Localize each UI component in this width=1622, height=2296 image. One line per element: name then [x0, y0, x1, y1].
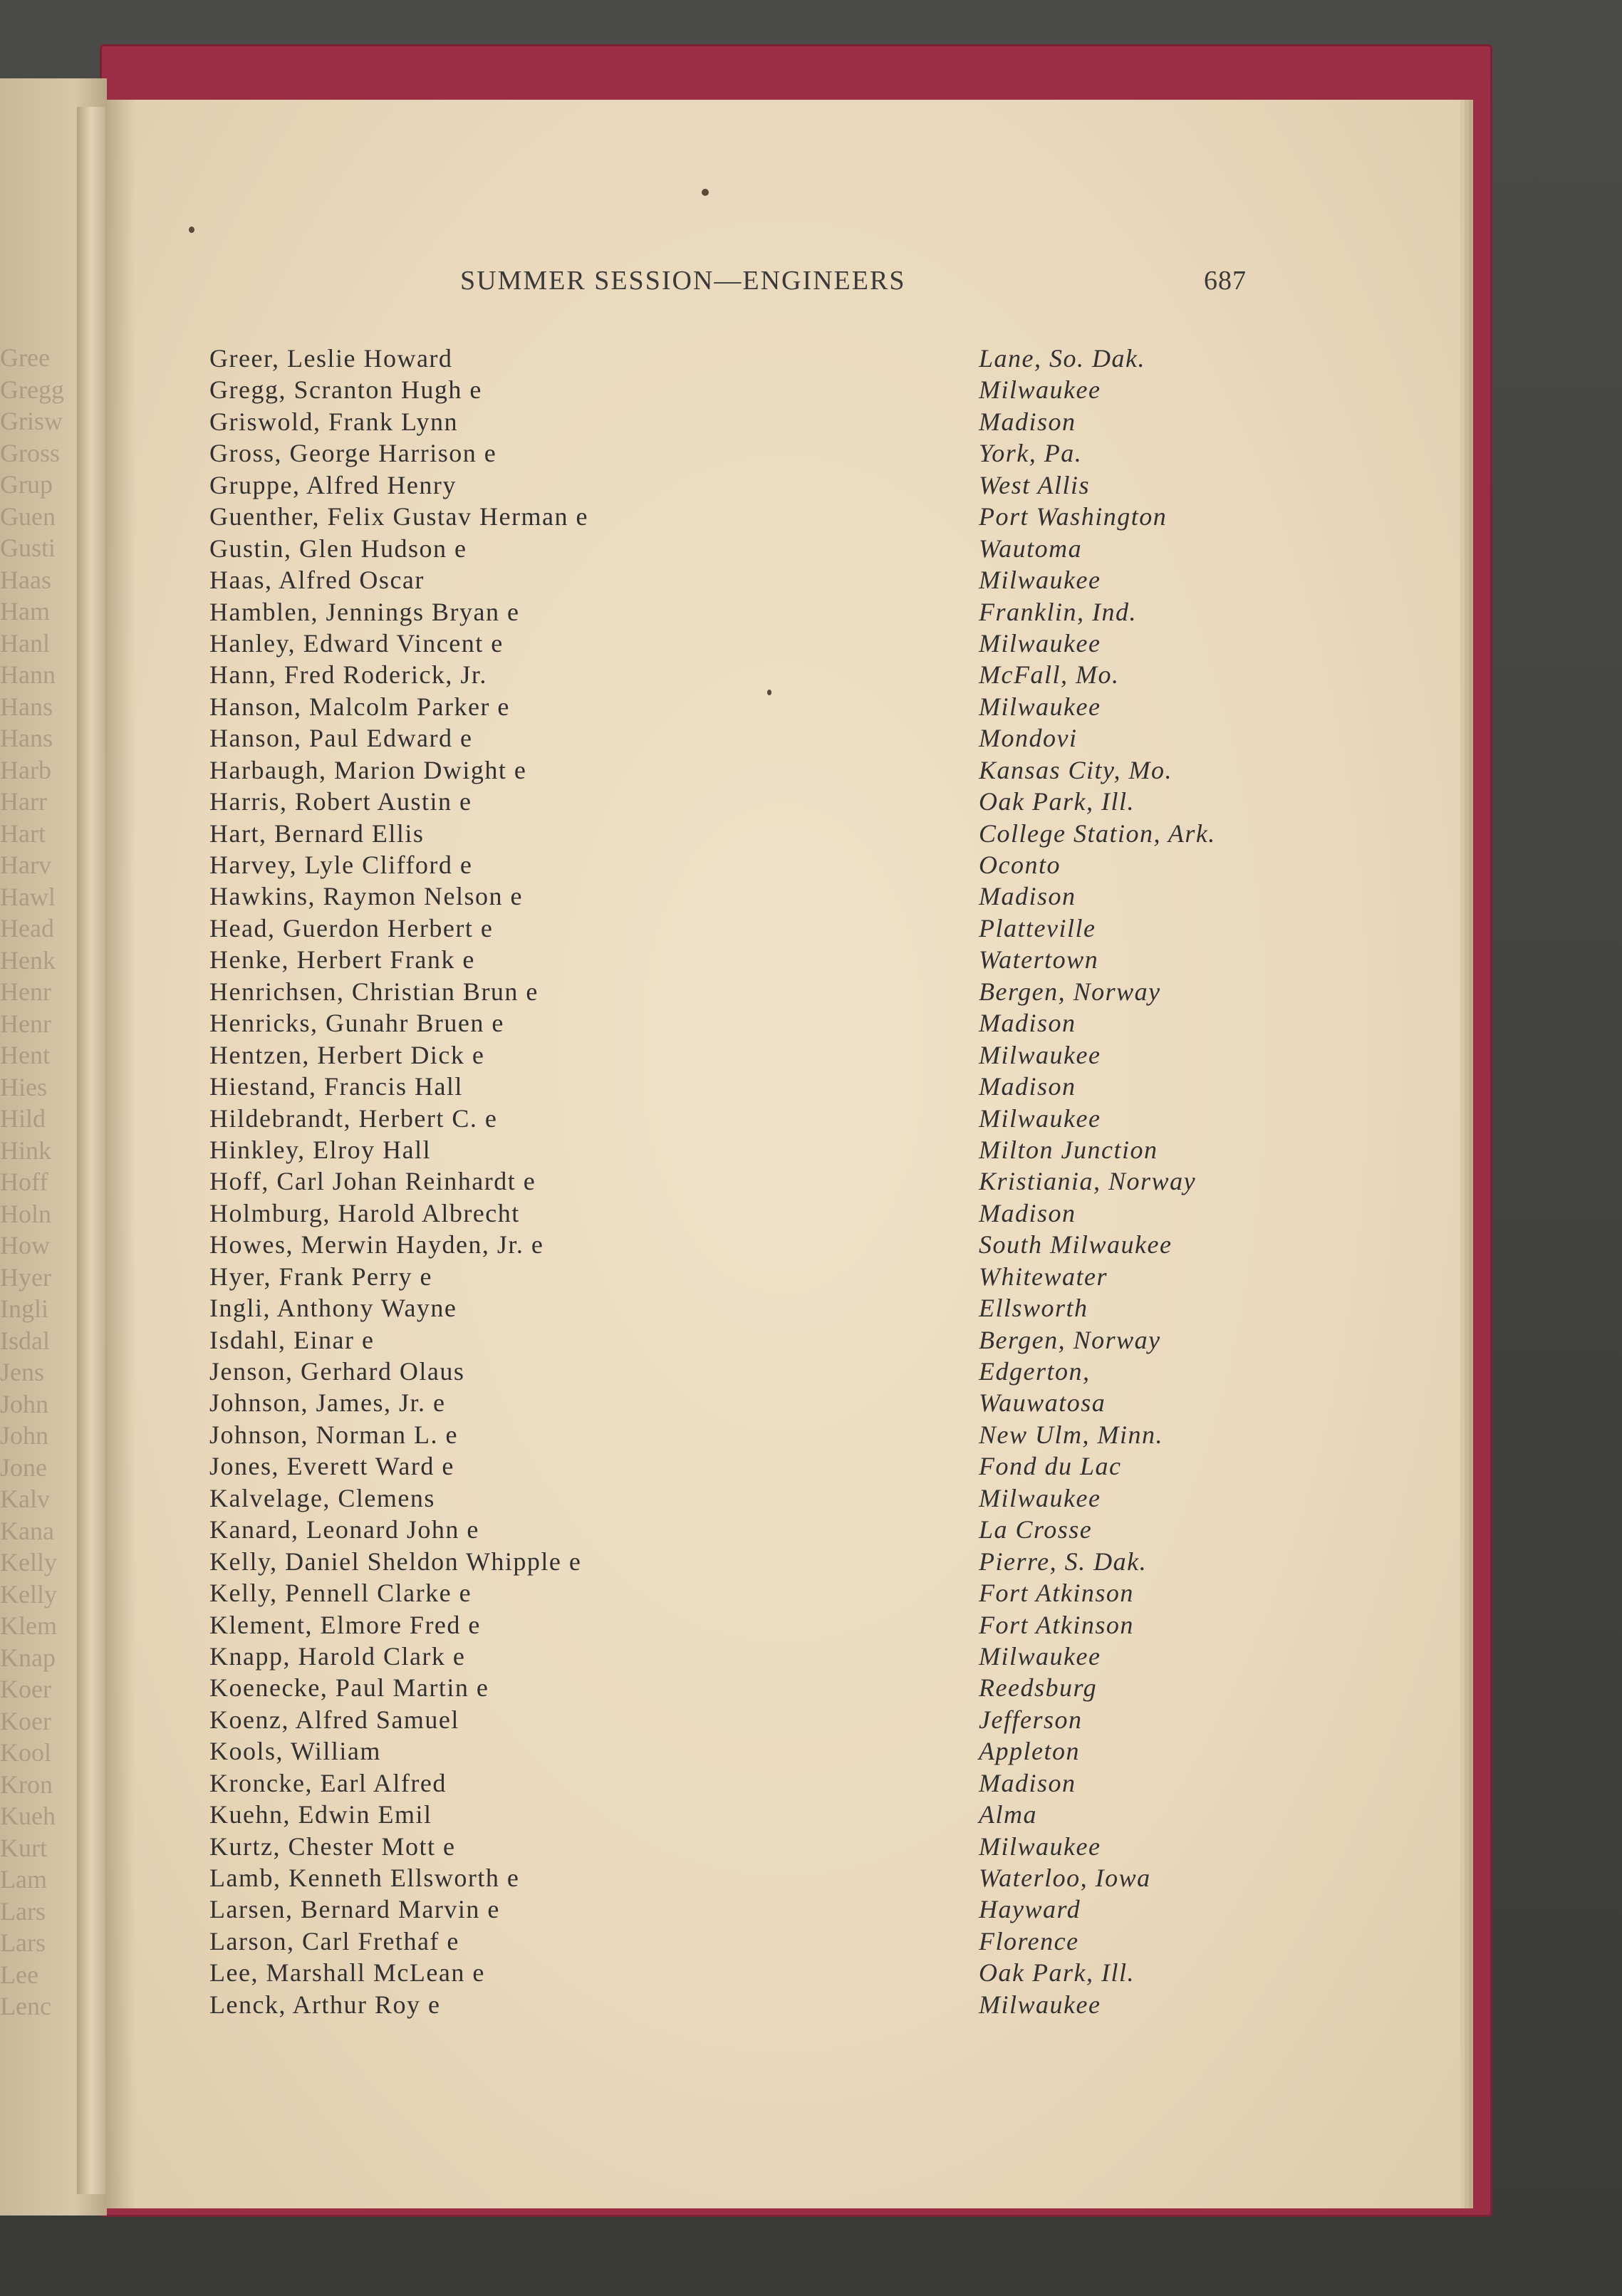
running-header [107, 265, 1460, 308]
student-hometown: Wauwatosa [979, 1388, 1106, 1418]
student-name: Hentzen, Herbert Dick e [209, 1040, 485, 1069]
student-name: Griswold, Frank Lynn [209, 407, 458, 436]
student-list [209, 343, 1278, 2021]
student-hometown: Lane, So. Dak. [979, 344, 1145, 373]
facing-page-fragment: Koer [0, 1706, 51, 1735]
book-page [107, 100, 1460, 2208]
student-hometown: Edgerton, [979, 1357, 1091, 1386]
list-item [209, 1071, 1278, 1103]
facing-page-bleed-text [0, 342, 71, 2022]
student-name: Howes, Merwin Hayden, Jr. e [209, 1230, 544, 1259]
facing-page-fragment: Kelly [0, 1548, 57, 1576]
student-name: Hildebrandt, Herbert C. e [209, 1103, 498, 1133]
list-item [209, 692, 1278, 723]
student-name: Hanson, Malcolm Parker e [209, 692, 510, 721]
facing-page-fragment: Knap [0, 1643, 56, 1672]
student-name: Gross, George Harrison e [209, 439, 497, 468]
facing-page-fragment: Hyer [0, 1262, 51, 1292]
facing-page-fragment: Harr [0, 787, 47, 816]
student-name: Harris, Robert Austin e [209, 787, 472, 816]
list-item [209, 1894, 1278, 1926]
list-item [209, 723, 1278, 754]
facing-page-fragment: Lenc [0, 1992, 51, 2020]
list-item [209, 1420, 1278, 1451]
student-name: Kelly, Pennell Clarke e [209, 1579, 472, 1608]
facing-page-fragment: Holn [0, 1199, 51, 1228]
facing-page-fragment: Ham [0, 597, 50, 625]
page-gutter-shadow [107, 100, 135, 2208]
student-name: Kanard, Leonard John e [209, 1515, 479, 1544]
student-name: Larson, Carl Frethaf e [209, 1926, 459, 1955]
facing-page-fragment: Hawl [0, 882, 56, 911]
student-name: Hanson, Paul Edward e [209, 724, 473, 753]
list-item [209, 1483, 1278, 1515]
list-item [209, 470, 1278, 502]
student-hometown: Kristiania, Norway [979, 1167, 1197, 1196]
student-name: Johnson, Norman L. e [209, 1420, 458, 1449]
list-item [209, 1926, 1278, 1958]
student-hometown: Oak Park, Ill. [979, 1958, 1135, 1988]
student-hometown: Madison [979, 1072, 1076, 1101]
student-hometown: Florence [979, 1926, 1079, 1955]
list-item [209, 502, 1278, 533]
list-item [209, 1198, 1278, 1230]
list-item [209, 819, 1278, 850]
student-name: Hiestand, Francis Hall [209, 1072, 463, 1101]
facing-page-fragment: Kalv [0, 1485, 50, 1513]
student-hometown: Milwaukee [979, 1832, 1101, 1861]
student-hometown: Pierre, S. Dak. [979, 1547, 1148, 1576]
student-name: Holmburg, Harold Albrecht [209, 1198, 520, 1227]
list-item [209, 1515, 1278, 1546]
student-hometown: College Station, Ark. [979, 819, 1216, 848]
student-name: Gustin, Glen Hudson e [209, 534, 467, 563]
student-name: Hoff, Carl Johan Reinhardt e [209, 1167, 536, 1196]
student-name: Lamb, Kenneth Ellsworth e [209, 1864, 520, 1892]
facing-page-fragment: Harv [0, 851, 51, 879]
list-item [209, 438, 1278, 469]
list-item [209, 881, 1278, 913]
student-name: Harbaugh, Marion Dwight e [209, 755, 527, 784]
facing-page-fragment: Lars [0, 1928, 46, 1957]
student-hometown: Madison [979, 407, 1076, 436]
list-item [209, 534, 1278, 565]
student-name: Jones, Everett Ward e [209, 1452, 454, 1481]
student-name: Klement, Elmore Fred e [209, 1610, 481, 1639]
student-name: Kools, William [209, 1737, 381, 1766]
student-hometown: Jefferson [979, 1705, 1083, 1734]
ink-speck [189, 227, 194, 233]
student-hometown: York, Pa. [979, 439, 1083, 468]
list-item [209, 1008, 1278, 1039]
student-name: Kroncke, Earl Alfred [209, 1768, 447, 1797]
facing-page-fragment: Hans [0, 692, 53, 721]
facing-page-fragment: Hart [0, 819, 46, 848]
student-name: Head, Guerdon Herbert e [209, 913, 494, 942]
list-item [209, 913, 1278, 945]
list-item [209, 1578, 1278, 1609]
list-item [209, 1547, 1278, 1578]
list-item [209, 755, 1278, 786]
facing-page-fragment: Lee [0, 1960, 38, 1989]
student-hometown: Platteville [979, 913, 1096, 942]
student-hometown: Franklin, Ind. [979, 597, 1137, 626]
facing-page-fragment: Klem [0, 1611, 57, 1640]
student-name: Ingli, Anthony Wayne [209, 1294, 457, 1323]
list-item [209, 945, 1278, 976]
student-hometown: Milwaukee [979, 1641, 1101, 1671]
student-name: Hann, Fred Roderick, Jr. [209, 660, 487, 690]
student-hometown: Milwaukee [979, 1040, 1101, 1069]
list-item [209, 407, 1278, 438]
student-name: Lenck, Arthur Roy e [209, 1990, 441, 2019]
list-item [209, 1166, 1278, 1198]
student-name: Koenecke, Paul Martin e [209, 1673, 489, 1703]
facing-page-fragment: Gross [0, 438, 61, 467]
facing-page-fragment: Kana [0, 1516, 54, 1545]
list-item [209, 597, 1278, 628]
facing-page-fragment: Hanl [0, 628, 50, 658]
student-name: Larsen, Bernard Marvin e [209, 1895, 500, 1924]
list-item [209, 565, 1278, 596]
list-item [209, 1736, 1278, 1767]
list-item [209, 1832, 1278, 1863]
student-name: Hawkins, Raymon Nelson e [209, 882, 523, 911]
list-item [209, 343, 1278, 375]
facing-page-fragment: Kool [0, 1738, 51, 1767]
ink-speck [702, 189, 709, 196]
student-name: Kurtz, Chester Mott e [209, 1832, 456, 1861]
student-hometown: Mondovi [979, 724, 1078, 753]
student-name: Greer, Leslie Howard [209, 344, 453, 373]
student-hometown: Ellsworth [979, 1294, 1088, 1323]
list-item [209, 786, 1278, 818]
student-hometown: Milwaukee [979, 1483, 1101, 1512]
student-hometown: Wautoma [979, 534, 1083, 563]
student-hometown: Milwaukee [979, 1990, 1101, 2019]
student-hometown: Fond du Lac [979, 1452, 1122, 1481]
student-hometown: Milwaukee [979, 628, 1101, 658]
list-item [209, 1673, 1278, 1704]
student-name: Johnson, James, Jr. e [209, 1388, 446, 1418]
facing-page-fragment: Henk [0, 945, 56, 975]
student-hometown: Appleton [979, 1737, 1080, 1766]
student-name: Jenson, Gerhard Olaus [209, 1357, 465, 1386]
facing-page-fragment: Jone [0, 1453, 47, 1482]
facing-page-fragment: Grisw [0, 407, 63, 435]
student-hometown: Watertown [979, 945, 1099, 975]
student-name: Kuehn, Edwin Emil [209, 1800, 432, 1829]
list-item [209, 1293, 1278, 1324]
student-name: Hyer, Frank Perry e [209, 1262, 432, 1291]
facing-page-fragment: Gusti [0, 534, 56, 562]
student-name: Gregg, Scranton Hugh e [209, 375, 482, 405]
facing-page-fragment: Hann [0, 660, 56, 689]
student-hometown: Kansas City, Mo. [979, 755, 1173, 784]
list-item [209, 1262, 1278, 1293]
student-name: Kalvelage, Clemens [209, 1483, 435, 1512]
facing-page-fragment: Hoff [0, 1168, 48, 1196]
list-item [209, 1135, 1278, 1166]
list-item [209, 1768, 1278, 1799]
student-hometown: Oconto [979, 851, 1061, 879]
facing-page-fragment: Hent [0, 1041, 50, 1069]
facing-page-fragment: Gregg [0, 375, 64, 404]
facing-page-fragment: Isdal [0, 1326, 50, 1355]
student-hometown: Fort Atkinson [979, 1579, 1134, 1608]
student-hometown: Bergen, Norway [979, 977, 1161, 1006]
student-hometown: Madison [979, 1009, 1076, 1038]
facing-page-fragment: Gree [0, 343, 50, 372]
list-item [209, 1103, 1278, 1135]
student-name: Kelly, Daniel Sheldon Whipple e [209, 1547, 582, 1576]
student-hometown: Port Washington [979, 502, 1168, 531]
facing-page-fragment: Harb [0, 755, 51, 784]
student-hometown: Milwaukee [979, 375, 1101, 405]
student-hometown: Hayward [979, 1895, 1081, 1924]
student-name: Isdahl, Einar e [209, 1325, 375, 1354]
list-item [209, 850, 1278, 881]
list-item [209, 628, 1278, 660]
student-hometown: Milwaukee [979, 566, 1101, 595]
student-name: Hart, Bernard Ellis [209, 819, 425, 848]
facing-page-fragment: Kron [0, 1770, 53, 1799]
list-item [209, 1641, 1278, 1673]
student-hometown: La Crosse [979, 1515, 1093, 1544]
facing-page-fragment: Hink [0, 1136, 51, 1165]
student-hometown: Alma [979, 1800, 1037, 1829]
list-item [209, 660, 1278, 691]
facing-page-fragment: Koer [0, 1675, 51, 1703]
student-name: Henrichsen, Christian Brun e [209, 977, 539, 1006]
student-hometown: Whitewater [979, 1262, 1108, 1291]
facing-page-fragment: Kelly [0, 1579, 57, 1609]
list-item [209, 977, 1278, 1008]
student-hometown: Madison [979, 1198, 1076, 1227]
student-name: Knapp, Harold Clark e [209, 1641, 466, 1671]
list-item [209, 1990, 1278, 2021]
student-name: Henke, Herbert Frank e [209, 945, 475, 975]
facing-page-fragment: John [0, 1421, 49, 1450]
student-hometown: Waterloo, Iowa [979, 1864, 1151, 1892]
facing-page-fragment: Ingli [0, 1294, 48, 1323]
list-item [209, 1451, 1278, 1482]
student-hometown: Madison [979, 1768, 1076, 1797]
list-item [209, 1705, 1278, 1736]
facing-page-fragment: Head [0, 914, 54, 942]
list-item [209, 1230, 1278, 1261]
student-hometown: West Allis [979, 470, 1091, 499]
facing-page-fragment: Grup [0, 470, 53, 499]
student-name: Hanley, Edward Vincent e [209, 628, 504, 658]
facing-page-fragment: John [0, 1389, 49, 1418]
student-hometown: Fort Atkinson [979, 1610, 1134, 1639]
list-item [209, 1356, 1278, 1388]
facing-page-fragment: Henr [0, 1009, 51, 1038]
student-hometown: Milwaukee [979, 692, 1101, 721]
student-hometown: South Milwaukee [979, 1230, 1173, 1259]
facing-page-fragment: Hies [0, 1072, 47, 1101]
student-hometown: Madison [979, 882, 1076, 911]
list-item [209, 1863, 1278, 1894]
student-hometown: New Ulm, Minn. [979, 1420, 1163, 1449]
list-item [209, 375, 1278, 406]
student-hometown: McFall, Mo. [979, 660, 1120, 690]
student-name: Gruppe, Alfred Henry [209, 470, 457, 499]
running-header-title: SUMMER SESSION—ENGINEERS [460, 266, 906, 296]
facing-page-fragment: Hans [0, 724, 53, 752]
facing-page-fragment: How [0, 1231, 50, 1259]
facing-page-fragment: Henr [0, 977, 51, 1006]
facing-page-fragment: Kurt [0, 1833, 47, 1862]
page-gutter-edge [77, 107, 105, 2194]
student-name: Guenther, Felix Gustav Herman e [209, 502, 588, 531]
list-item [209, 1040, 1278, 1071]
student-hometown: Bergen, Norway [979, 1325, 1161, 1354]
page-number: 687 [1204, 266, 1247, 296]
facing-page-fragment: Jens [0, 1358, 44, 1386]
student-name: Henricks, Gunahr Bruen e [209, 1009, 504, 1038]
facing-page-fragment: Hild [0, 1104, 46, 1133]
student-hometown: Milwaukee [979, 1103, 1101, 1133]
student-name: Hinkley, Elroy Hall [209, 1135, 432, 1164]
student-name: Lee, Marshall McLean e [209, 1958, 485, 1988]
student-name: Harvey, Lyle Clifford e [209, 851, 473, 879]
student-hometown: Milton Junction [979, 1135, 1158, 1164]
list-item [209, 1958, 1278, 1989]
student-hometown: Oak Park, Ill. [979, 787, 1135, 816]
list-item [209, 1388, 1278, 1419]
student-hometown: Reedsburg [979, 1673, 1098, 1703]
facing-page-fragment: Kueh [0, 1802, 56, 1830]
student-name: Koenz, Alfred Samuel [209, 1705, 459, 1734]
student-name: Haas, Alfred Oscar [209, 566, 425, 595]
list-item [209, 1325, 1278, 1356]
facing-page-fragment: Lars [0, 1896, 46, 1926]
facing-page-fragment: Guen [0, 502, 56, 531]
facing-page-fragment: Lam [0, 1865, 47, 1894]
list-item [209, 1610, 1278, 1641]
student-name: Hamblen, Jennings Bryan e [209, 597, 520, 626]
list-item [209, 1799, 1278, 1831]
facing-page-fragment: Haas [0, 565, 51, 594]
